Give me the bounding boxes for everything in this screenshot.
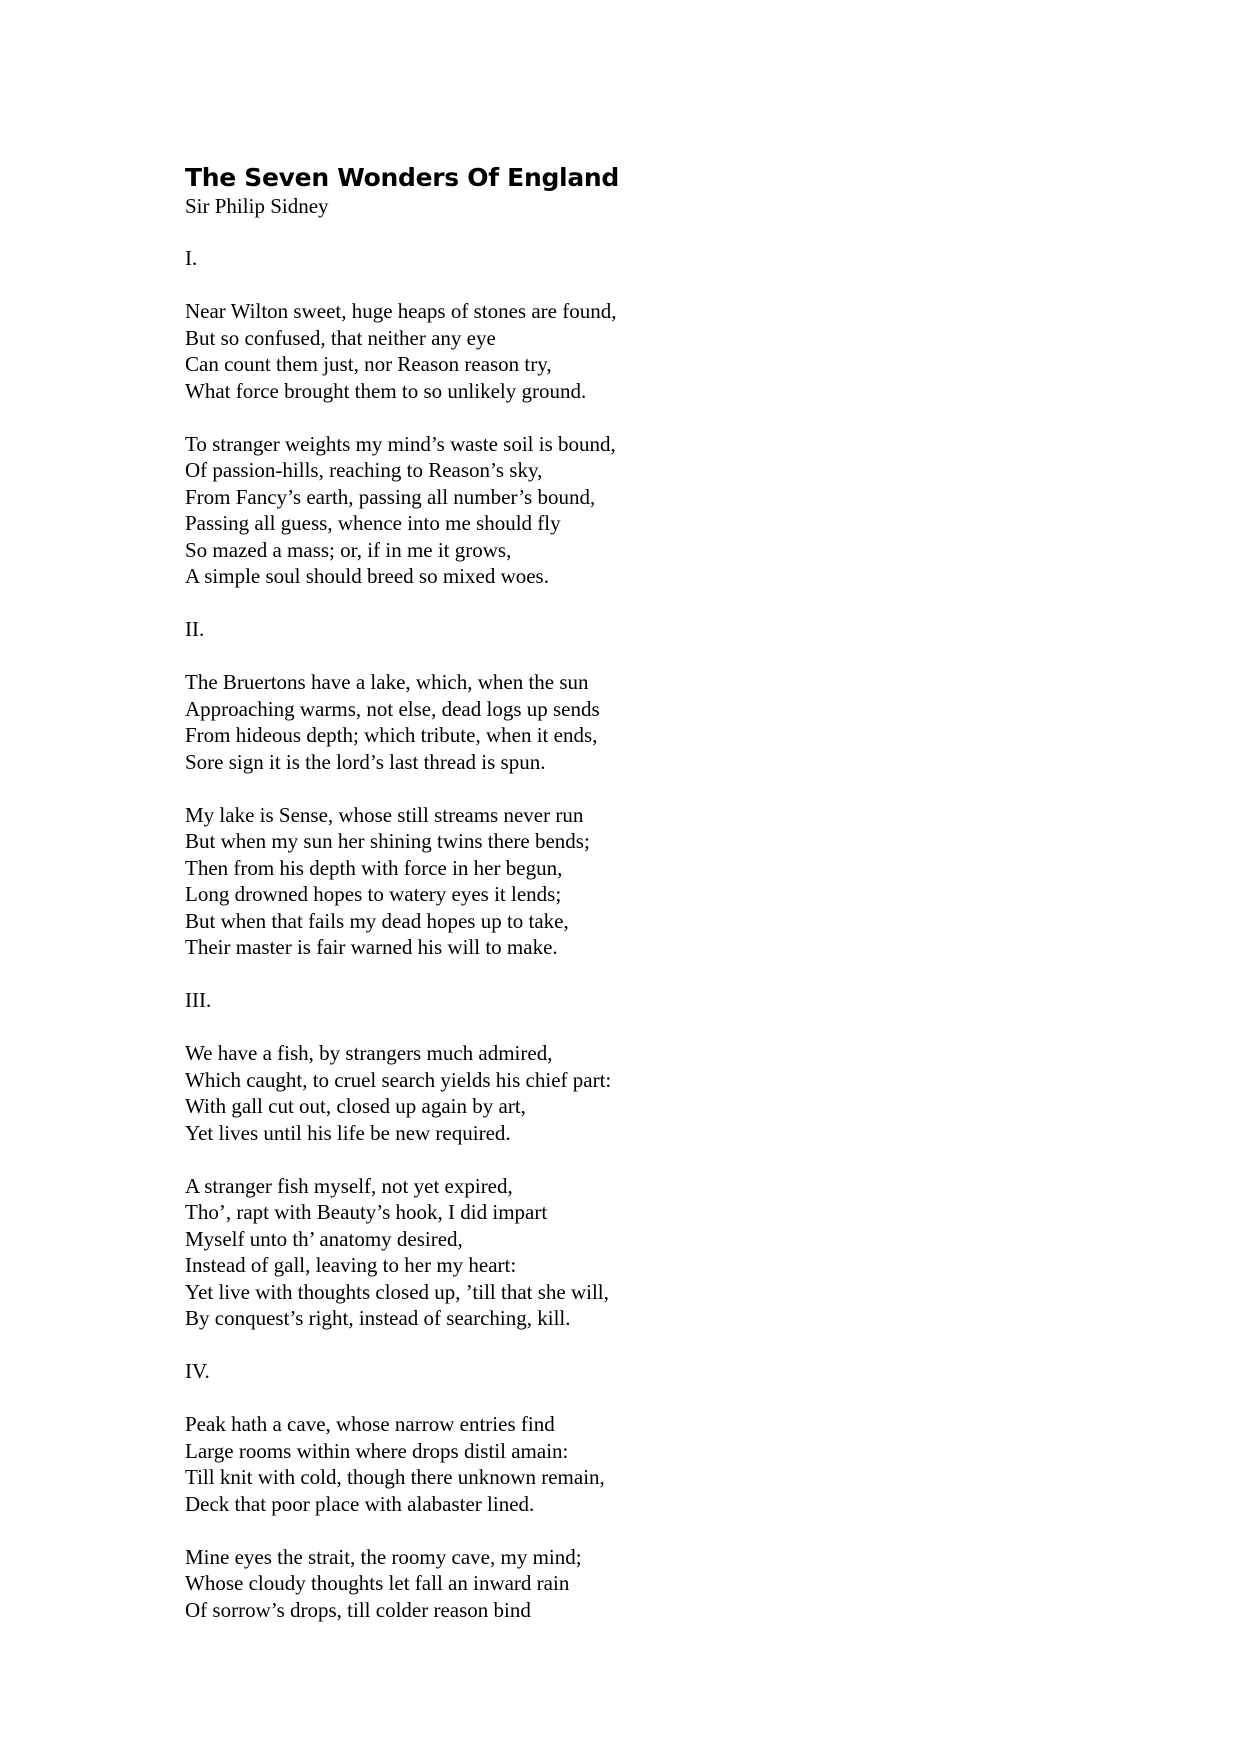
stanza bbox=[185, 1173, 1085, 1332]
verse-line: From hideous depth; which tribute, when it ends, bbox=[185, 723, 598, 747]
verse-line: Large rooms within where drops distil amain: bbox=[185, 1438, 569, 1463]
section-numeral: IV. bbox=[185, 1359, 210, 1383]
verse-line: Of passion-hills, reaching to Reason’s sky, bbox=[185, 458, 543, 482]
verse-line: Tho’, rapt with Beauty’s hook, I did impart bbox=[185, 1200, 548, 1224]
verse-line: Whose cloudy thoughts let fall an inward rain bbox=[185, 1571, 570, 1595]
verse-line: So mazed a mass; or, if in me it grows, bbox=[185, 537, 512, 562]
verse-line: Sore sign it is the lord’s last thread is spun. bbox=[185, 749, 546, 774]
stanza bbox=[185, 1411, 1085, 1517]
verse-line: Yet live with thoughts closed up, ’till that she will, bbox=[185, 1279, 609, 1304]
verse-line: Myself unto th’ anatomy desired, bbox=[185, 1226, 463, 1251]
poem-section bbox=[185, 245, 1085, 590]
verse-line: Approaching warms, not else, dead logs up sends bbox=[185, 696, 600, 721]
document-page bbox=[185, 163, 1085, 1650]
verse-line: What force brought them to so unlikely ground. bbox=[185, 378, 587, 403]
verse-line: Which caught, to cruel search yields his chief part: bbox=[185, 1067, 612, 1092]
verse-line: Peak hath a cave, whose narrow entries find bbox=[185, 1412, 555, 1436]
verse-line: To stranger weights my mind’s waste soil is bound, bbox=[185, 431, 616, 456]
verse-line: Instead of gall, leaving to her my heart: bbox=[185, 1253, 517, 1277]
verse-line: Deck that poor place with alabaster lined. bbox=[185, 1491, 535, 1516]
stanza bbox=[185, 802, 1085, 961]
verse-line: Can count them just, nor Reason reason try, bbox=[185, 352, 552, 376]
section-numeral: II. bbox=[185, 617, 205, 641]
poem-section bbox=[185, 987, 1085, 1332]
poem-author: Sir Philip Sidney bbox=[185, 194, 329, 218]
verse-line: But so confused, that neither any eye bbox=[185, 325, 496, 350]
verse-line: My lake is Sense, whose still streams never run bbox=[185, 802, 584, 827]
section-numeral: I. bbox=[185, 246, 198, 270]
poem-section bbox=[185, 616, 1085, 961]
verse-line: But when that fails my dead hopes up to take, bbox=[185, 908, 569, 933]
verse-line: We have a fish, by strangers much admired, bbox=[185, 1041, 553, 1065]
verse-line: By conquest’s right, instead of searching, kill. bbox=[185, 1306, 571, 1330]
verse-line: Of sorrow’s drops, till colder reason bind bbox=[185, 1597, 531, 1622]
verse-line: With gall cut out, closed up again by art, bbox=[185, 1094, 526, 1118]
verse-line: Their master is fair warned his will to make. bbox=[185, 935, 558, 959]
poem-section bbox=[185, 1358, 1085, 1623]
poem-title: The Seven Wonders Of England bbox=[185, 163, 619, 192]
verse-line: But when my sun her shining twins there bends; bbox=[185, 829, 590, 853]
stanza bbox=[185, 669, 1085, 775]
stanza bbox=[185, 431, 1085, 590]
verse-line: The Bruertons have a lake, which, when the sun bbox=[185, 670, 589, 694]
stanza bbox=[185, 298, 1085, 404]
poem-body bbox=[185, 245, 1085, 1623]
verse-line: Mine eyes the strait, the roomy cave, my mind; bbox=[185, 1544, 582, 1569]
verse-line: From Fancy’s earth, passing all number’s bound, bbox=[185, 484, 596, 509]
stanza bbox=[185, 1544, 1085, 1624]
verse-line: Long drowned hopes to watery eyes it lends; bbox=[185, 882, 562, 906]
stanza bbox=[185, 1040, 1085, 1146]
verse-line: Then from his depth with force in her begun, bbox=[185, 855, 563, 880]
verse-line: Near Wilton sweet, huge heaps of stones are found, bbox=[185, 299, 617, 323]
verse-line: Yet lives until his life be new required. bbox=[185, 1120, 511, 1145]
verse-line: A stranger fish myself, not yet expired, bbox=[185, 1173, 513, 1198]
section-numeral: III. bbox=[185, 988, 212, 1012]
verse-line: Till knit with cold, though there unknown remain, bbox=[185, 1465, 605, 1489]
verse-line: A simple soul should breed so mixed woes. bbox=[185, 564, 549, 588]
verse-line: Passing all guess, whence into me should fly bbox=[185, 511, 561, 535]
